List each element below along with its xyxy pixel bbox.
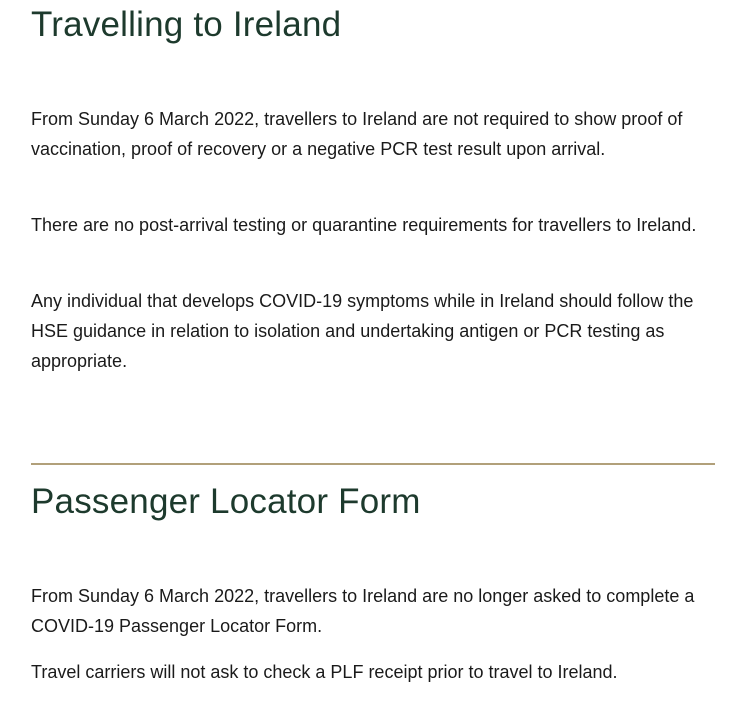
paragraph-no-plf-check: Travel carriers will not ask to check a PLF receipt prior to travel to Ireland. [31, 662, 618, 682]
paragraph-no-proof-required: From Sunday 6 March 2022, travellers to Ireland are not required to show proof of vaccination, proof of recovery or a negative PCR test result upon arrival. [31, 109, 683, 159]
section-divider [31, 463, 715, 465]
paragraph-symptoms-guidance: Any individual that develops COVID-19 symptoms while in Ireland should follow the HSE guidance in relation to isolation and undertaking antigen or PCR testing as appropriate. [31, 291, 694, 371]
paragraph-plf-not-required: From Sunday 6 March 2022, travellers to Ireland are no longer asked to complete a COVID-19 Passenger Locator Form. [31, 586, 695, 636]
heading-passenger-locator-form: Passenger Locator Form [31, 482, 421, 521]
paragraph-no-testing-quarantine: There are no post-arrival testing or quarantine requirements for travellers to Ireland. [31, 215, 697, 235]
heading-travelling-to-ireland: Travelling to Ireland [31, 5, 342, 44]
